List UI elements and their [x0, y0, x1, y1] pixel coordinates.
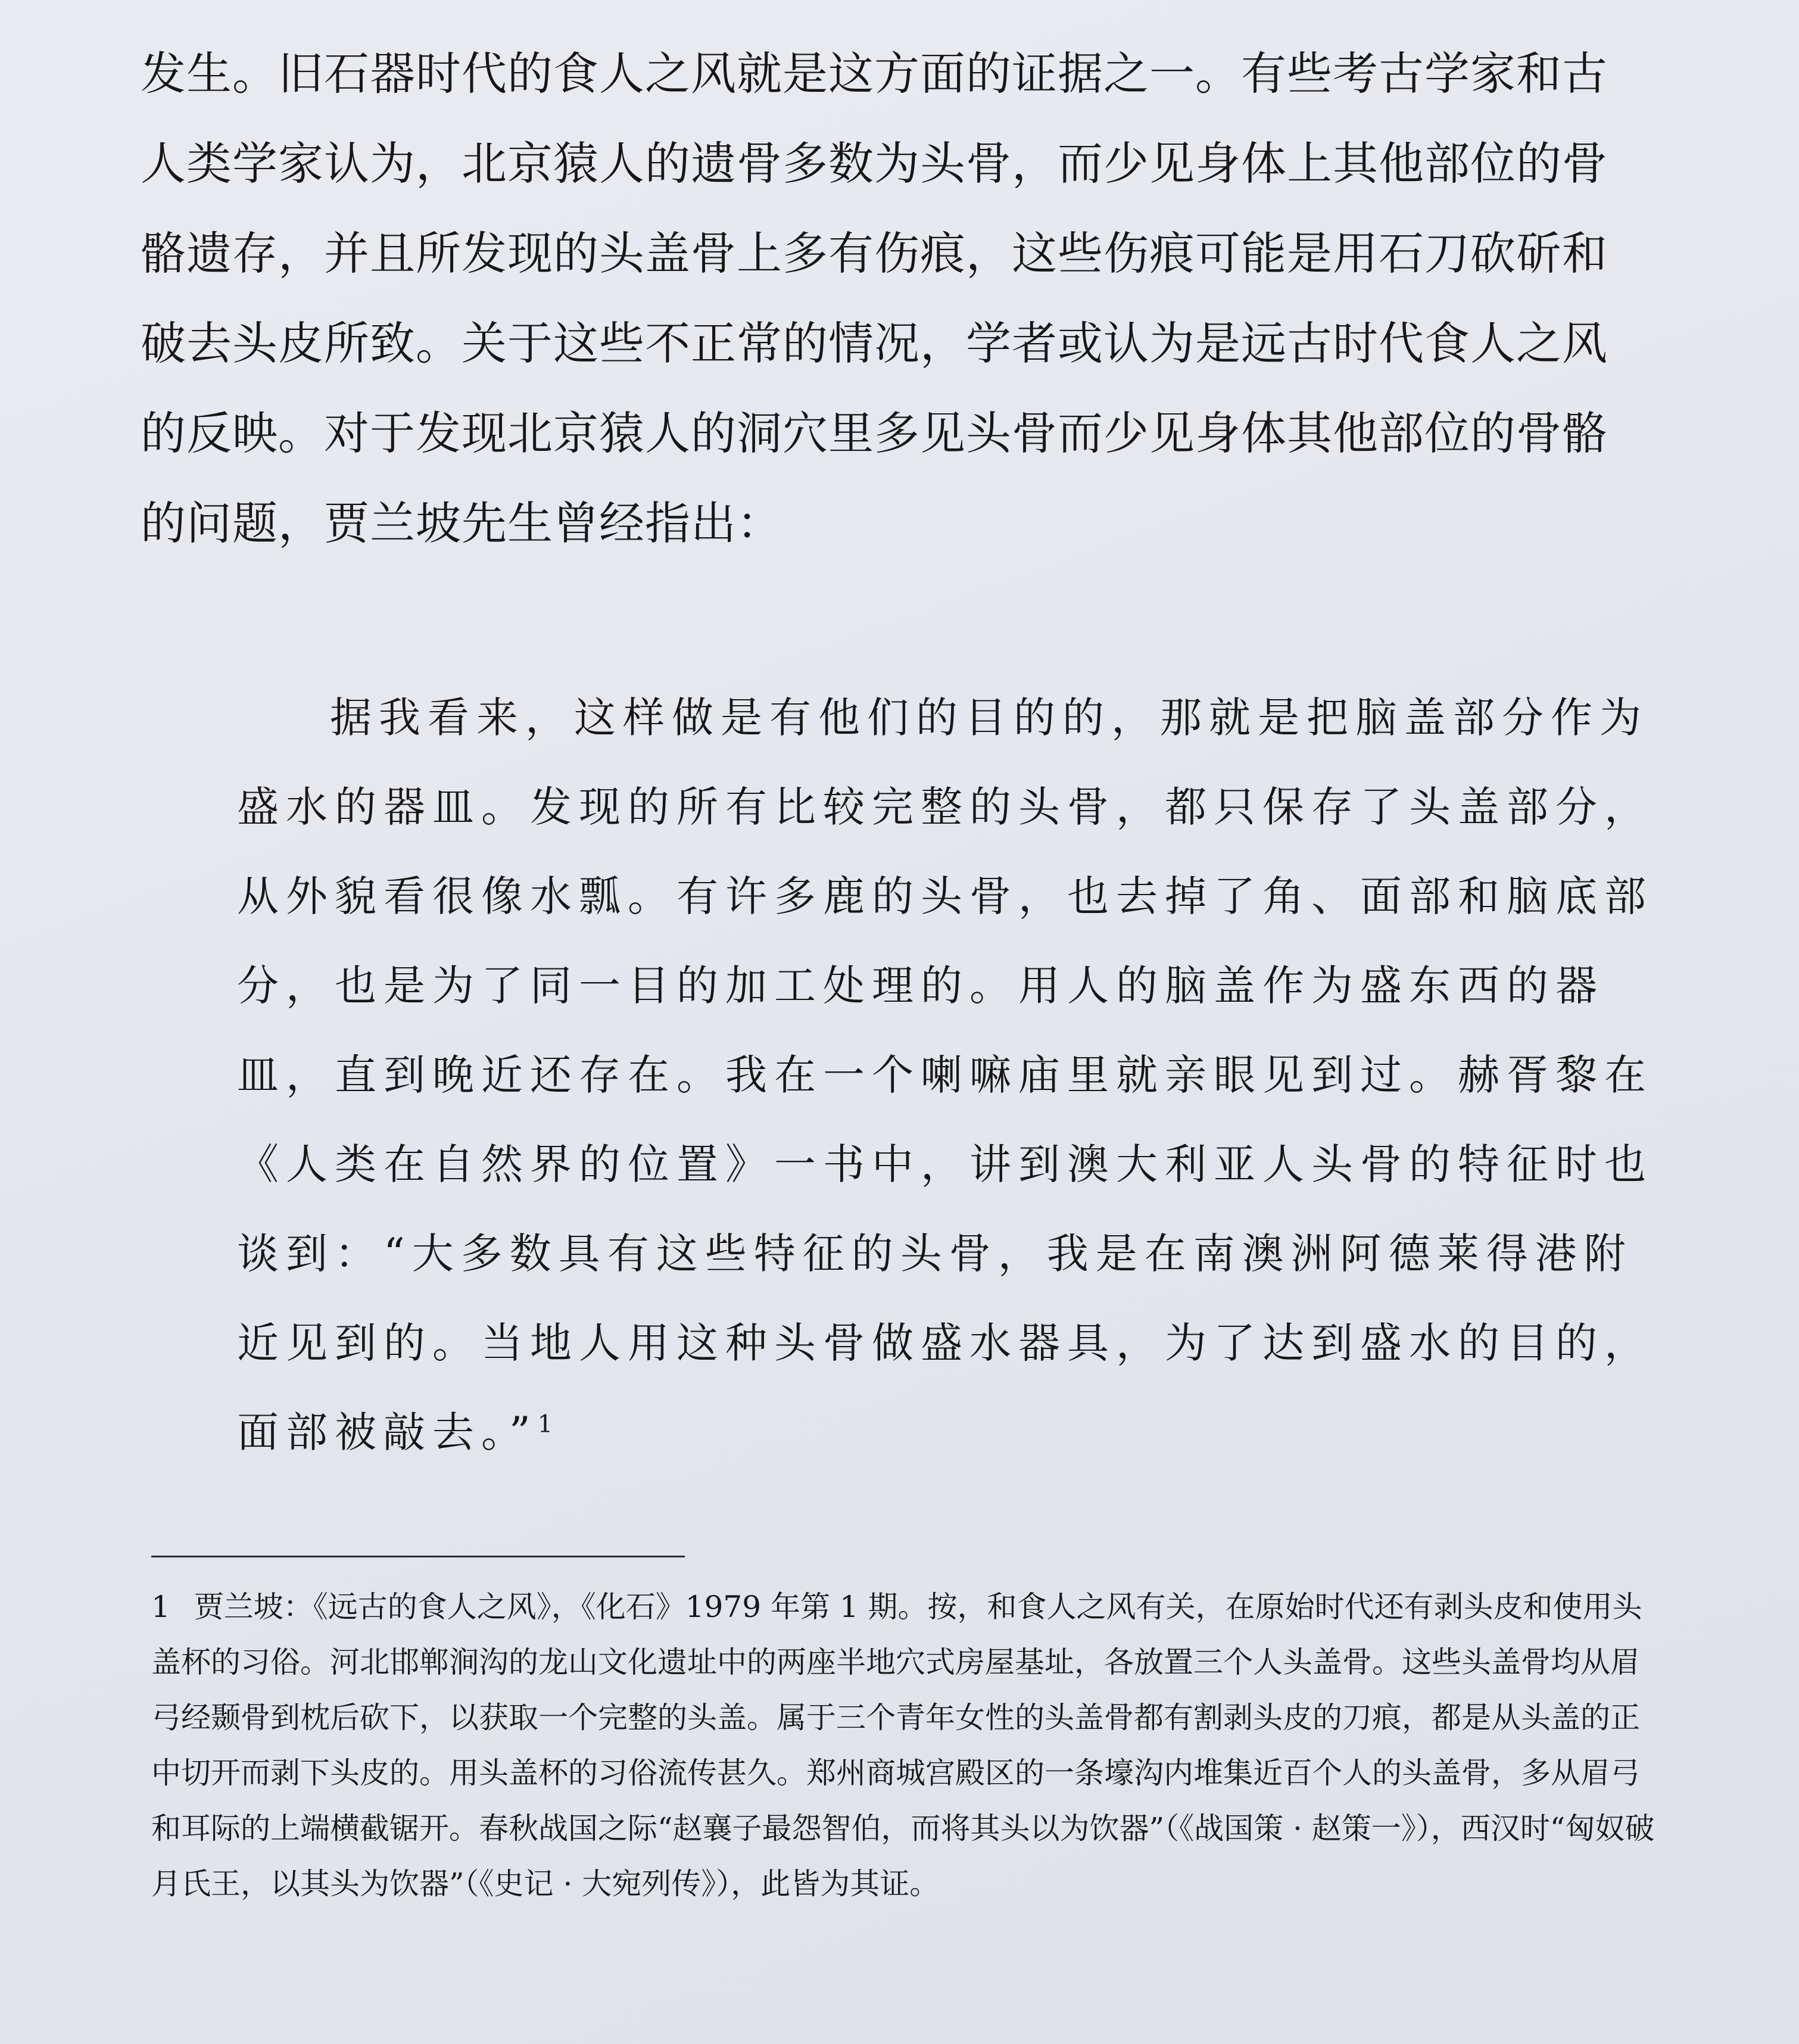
block-quote	[237, 673, 1666, 1477]
main-paragraph: 发生。旧石器时代的食人之风就是这方面的证据之一。有些考古学家和古人类学家认为，北京猿人的遗骨多数为头骨，而少见身体上其他部位的骨骼遗存，并且所发现的头盖骨上多有伤痕，这些伤痕可能是用石刀砍斫和破去头皮所致。关于这些不正常的情况，学者或认为是远古时代食人之风的反映。对于发现北京猿人的洞穴里多见头骨而少见身体其他部位的骨骼的问题，贾兰坡先生曾经指出：	[141, 47, 1608, 550]
footnote-marker: 1	[537, 1410, 553, 1438]
footnote-number: 1	[151, 1590, 170, 1624]
footnote-divider	[151, 1556, 685, 1557]
footnote	[151, 1579, 1664, 1912]
footnote-text: 贾兰坡：《远古的食人之风》，《化石》1979 年第 1 期。按，和食人之风有关，在原始时代还有剥头皮和使用头盖杯的习俗。河北邯郸涧沟的龙山文化遗址中的两座半地穴式房屋基址，各放置三个人头盖骨。这些头盖骨均从眉弓经颞骨到枕后砍下，以获取一个完整的头盖。属于三个青年女性的头盖骨都有割剥头皮的刀痕，都是从头盖的正中切开而剥下头皮的。用头盖杯的习俗流传甚久。郑州商城宫殿区的一条壕沟内堆集近百个人的头盖骨，多从眉弓和耳际的上端横截锯开。春秋战国之际“赵襄子最怨智伯，而将其头以为饮器”（《战国策 · 赵策一》），西汉时“匈奴破月氏王，以其头为饮器”（《史记 · 大宛列传》），此皆为其证。	[151, 1590, 1655, 1901]
block-quote-text: 据我看来，这样做是有他们的目的的，那就是把脑盖部分作为盛水的器皿。发现的所有比较完整的头骨，都只保存了头盖部分，从外貌看很像水瓢。有许多鹿的头骨，也去掉了角、面部和脑底部分，也是为了同一目的加工处理的。用人的脑盖作为盛东西的器皿，直到晚近还存在。我在一个喇嘛庙里就亲眼见到过。赫胥黎在《人类在自然界的位置》一书中，讲到澳大利亚人头骨的特征时也谈到：“大多数具有这些特征的头骨，我是在南澳洲阿德莱得港附近见到的。当地人用这种头骨做盛水器具，为了达到盛水的目的，面部被敲去。”	[237, 693, 1653, 1457]
